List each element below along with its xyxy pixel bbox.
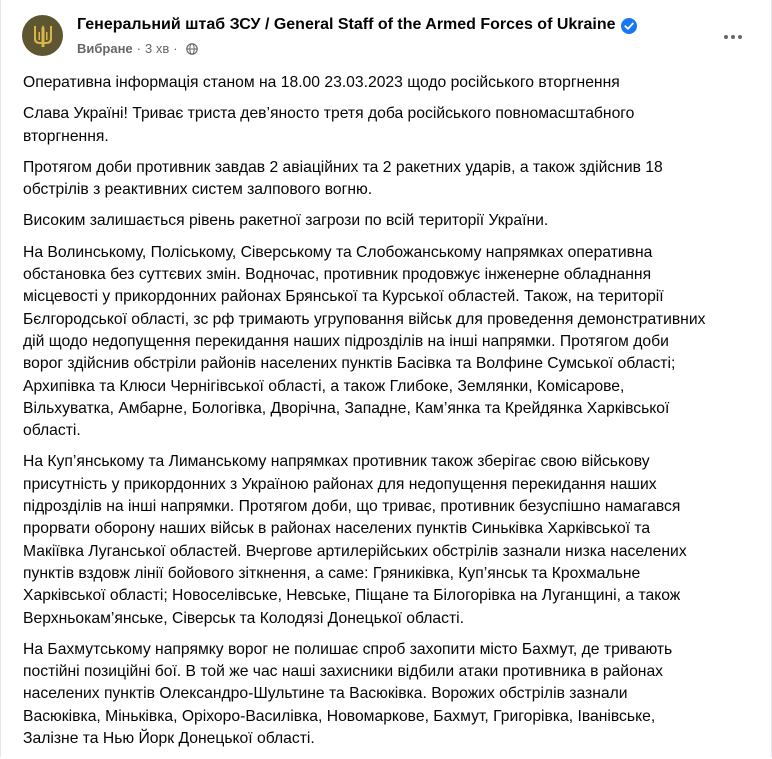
post-paragraph xyxy=(23,72,755,94)
post-text-line: дій щодо недопущення перекидання наших підрозділів на інші напрямки. Протягом доби xyxy=(23,332,669,350)
post-text-line: пунктів вздовж лінії бойового зіткнення, а саме: Гряниківка, Куп’янськ та Крохмальне xyxy=(23,564,641,582)
verified-badge-icon xyxy=(621,18,637,34)
post-text-line: прорвати оборону наших військ в районах населених пунктів Синьківка Харківської та xyxy=(23,520,651,538)
page-avatar[interactable] xyxy=(22,15,63,56)
post-timestamp[interactable]: 3 хв xyxy=(145,41,170,56)
post-text-line: Архипівка та Клюси Чернігівської області, а також Глибоке, Землянки, Комісарове, xyxy=(23,377,625,395)
post-text-line: Харківської області; Новоселівське, Невське, Піщане та Білогорівка на Луганщині, а також xyxy=(23,587,681,605)
post-text-line: Васюківка, Міньківка, Оріхоро-Василівка, Новомаркове, Бахмут, Григорівка, Іванівське, xyxy=(23,707,656,725)
post-text-line: На Куп’янському та Лиманському напрямках противник також зберігає свою військову xyxy=(23,453,650,471)
post-text-line: підрозділів на інші напрямки. Протягом доби, що триває, противник безуспішно намагався xyxy=(23,498,681,516)
post-text-line: Верхньокам’янське, Сіверськ та Колодязі Донецької області. xyxy=(23,609,464,627)
post-paragraph xyxy=(23,157,755,202)
post-text-line: Оперативна інформація станом на 18.00 23.03.2023 щодо російського вторгнення xyxy=(23,74,620,91)
post-text-line: Бєлгородської області, зс рф тримають угруповання військ для проведення демонстративних xyxy=(23,310,706,328)
post-text-line: ворог здійснив обстріли районів населених пунктів Басівка та Волфине Сумської області; xyxy=(23,355,676,373)
globe-icon xyxy=(186,43,198,55)
post-body xyxy=(23,72,755,759)
favorites-label[interactable]: Вибране xyxy=(77,41,133,56)
post-text-line: населених пунктів Олександро-Шультине та Васюківка. Ворожих обстрілів зазнали xyxy=(23,685,628,703)
post-header xyxy=(1,0,771,70)
post-text-line: На Бахмутському напрямку ворог не полишає спроб захопити місто Бахмут, де тривають xyxy=(23,640,673,658)
meta-separator-2: · xyxy=(173,41,178,56)
post-paragraph xyxy=(23,103,755,148)
post-text-line: На Волинському, Поліському, Сіверському та Слобожанському напрямках оперативна xyxy=(23,243,653,261)
post-text-line: Слава Україні! Триває триста дев’яносто третя доба російського повномасштабного xyxy=(23,105,635,123)
post-text-line: Залізне та Нью Йорк Донецької області. xyxy=(23,730,315,748)
post-paragraph xyxy=(23,451,755,629)
post-text-line: Протягом доби противник завдав 2 авіаційних та 2 ракетних ударів, а також здійснив 18 xyxy=(23,158,663,176)
post-text-line: області. xyxy=(23,422,81,440)
post-text-line: постійні позиційні бої. В той же час наші захисники відбили атаки противника в районах xyxy=(23,663,664,681)
trident-emblem-icon xyxy=(30,23,56,49)
post-text-line: обстановка без суттєвих змін. Водночас, противник продовжує інженерне обладнання xyxy=(23,266,652,284)
post-paragraph xyxy=(23,242,755,443)
page-name-link[interactable]: Генеральний штаб ЗСУ / General Staff of the Armed Forces of Ukraine xyxy=(77,16,616,33)
post-paragraph xyxy=(23,639,755,750)
post-text-line: Макіївка Луганської областей. Вчергове артилерійських обстрілів зазнали низка населених xyxy=(23,542,687,560)
post-meta xyxy=(77,41,198,56)
post-text-line: присутність у прикордонних з Україною районах для недопущення перекидання наших xyxy=(23,475,657,493)
post-paragraph xyxy=(23,210,755,232)
post-text-line: вторгнення. xyxy=(23,127,109,145)
post-text-line: Високим залишається рівень ракетної загрози по всій території України. xyxy=(23,212,549,230)
post-text-line: обстрілів з реактивних систем залпового вогню. xyxy=(23,181,373,199)
post-text-line: Вільхуватка, Амбарне, Бологівка, Дворічна, Западне, Кам’янка та Крейдянка Харківської xyxy=(23,399,670,417)
post-text-line: місцевості у прикордонних районах Брянської та Курської областей. Також, на території xyxy=(23,288,664,306)
meta-separator: · xyxy=(136,41,142,56)
more-options-icon[interactable] xyxy=(719,25,747,49)
